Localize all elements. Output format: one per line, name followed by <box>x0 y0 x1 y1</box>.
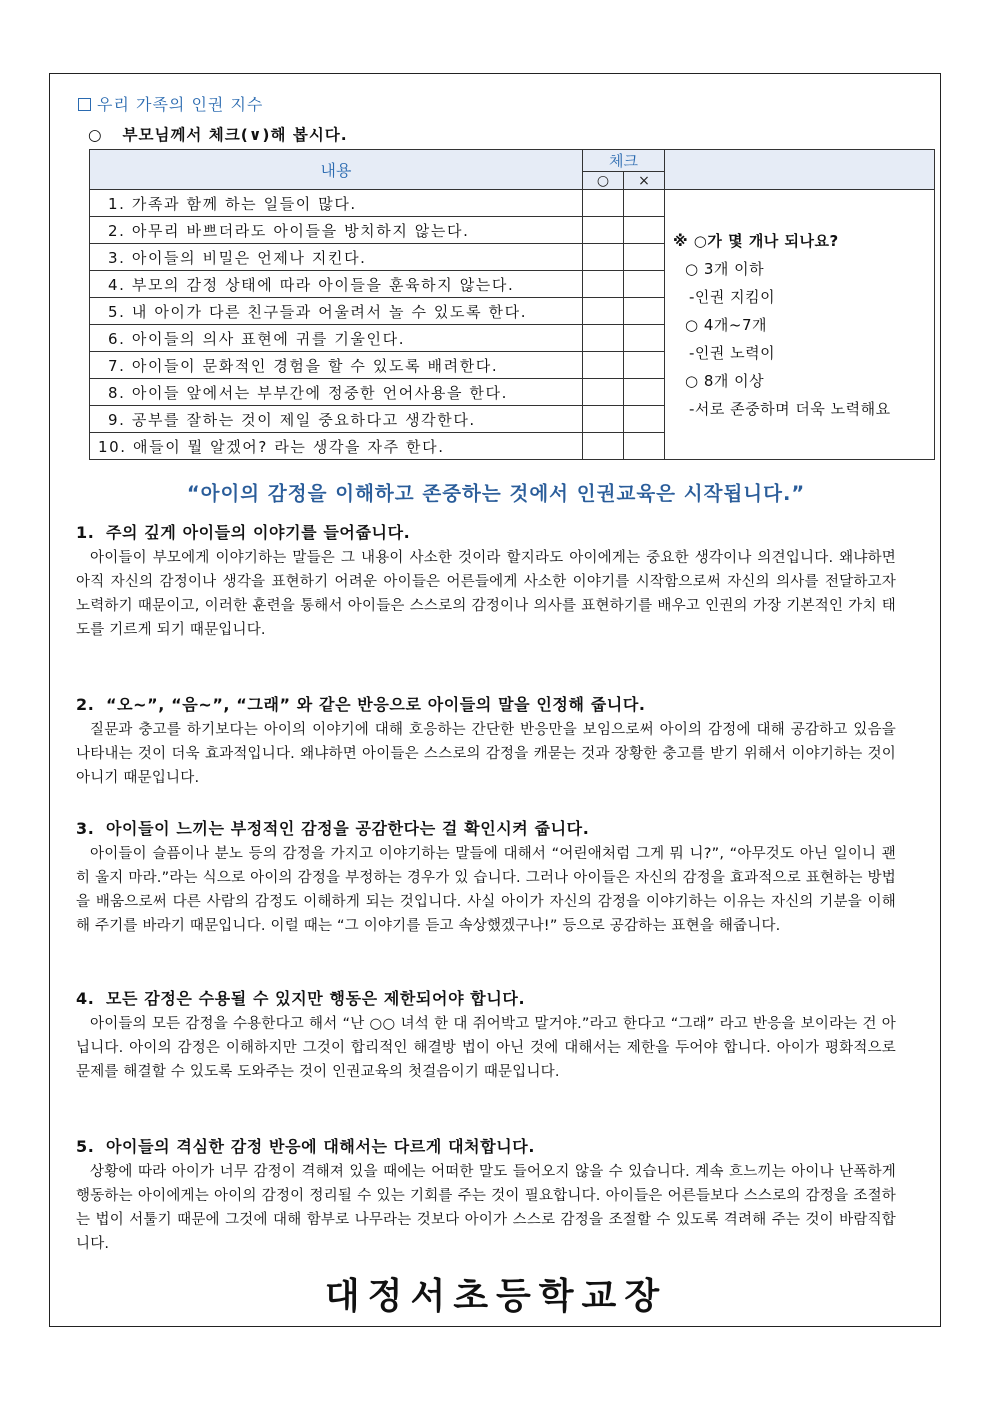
bullet-circle-icon: ○ <box>88 126 103 144</box>
school-principal-signature: 대정서초등학교장 <box>324 1276 668 1317</box>
paragraph-title: 모든 감정은 수용될 수 있지만 행동은 제한되어야 합니다. <box>106 989 526 1008</box>
check-o-cell[interactable] <box>583 298 624 325</box>
paragraph-body <box>76 1160 896 1256</box>
paragraph-heading <box>76 986 525 1009</box>
item-text: 4. 부모의 감정 상태에 따라 아이들을 훈육하지 않는다. <box>90 271 583 298</box>
subtitle-text: 부모님께서 체크(∨)해 봅시다. <box>122 126 348 144</box>
score-result: -인권 노력이 <box>689 343 776 362</box>
paragraph-text: 아이들이 부모에게 이야기하는 말들은 그 내용이 사소한 것이라 할지라도 아이에게는 중요한 생각이나 의견입니다. 왜냐하면 아직 자신의 감정이나 생각을 표현하기 어려운 아이들은 어른들에게 사소한 이야기를 시작함으로써 자신의 의사를 전달하고자 노력하기 때문이고, 이러한 훈련을 통해서 아이들은 스스로의 감정이나 의사를 표현하기를 배우고 인권의 가장 기본적인 가치 태도를 기르게 되기 때문입니다. <box>76 550 896 638</box>
header-o: ○ <box>583 172 624 190</box>
score-range: ○ 4개~7개 <box>685 315 767 334</box>
paragraph-text: 질문과 충고를 하기보다는 아이의 이야기에 대해 호응하는 간단한 반응만을 보임으로써 아이의 감정에 대해 공감하고 있음을 나타내는 것이 더욱 효과적입니다. 왜냐하면 아이들은 스스로의 감정을 캐묻는 것과 장황한 충고를 받기 위해서 이야기하는 것이 아니기 때문입니다. <box>76 722 896 786</box>
header-note-blank <box>665 150 935 190</box>
paragraph-heading <box>76 692 646 715</box>
score-range: ○ 3개 이하 <box>685 259 765 278</box>
header-check: 체크 <box>583 150 665 172</box>
check-o-cell[interactable] <box>583 190 624 217</box>
paragraph-body <box>76 1012 896 1084</box>
check-o-cell[interactable] <box>583 244 624 271</box>
item-text: 6. 아이들의 의사 표현에 귀를 기울인다. <box>90 325 583 352</box>
score-guide <box>665 190 935 460</box>
item-text: 3. 아이들의 비밀은 언제나 지킨다. <box>90 244 583 271</box>
paragraph-title: 아이들이 느끼는 부정적인 감정을 공감한다는 걸 확인시켜 줍니다. <box>106 819 590 838</box>
item-text: 7. 아이들이 문화적인 경험을 할 수 있도록 배려한다. <box>90 352 583 379</box>
table-row <box>90 190 935 217</box>
header-x: × <box>624 172 665 190</box>
score-guide-title: ※ ○가 몇 개나 되나요? <box>673 231 839 250</box>
paragraph-title: 아이들의 격심한 감정 반응에 대해서는 다르게 대처합니다. <box>106 1137 536 1156</box>
paragraph-heading <box>76 1134 535 1157</box>
check-o-cell[interactable] <box>583 352 624 379</box>
item-text: 10. 애들이 뭘 알겠어? 라는 생각을 자주 한다. <box>90 433 583 460</box>
paragraph-text: 아이들의 모든 감정을 수용한다고 해서 “난 ○○ 녀석 한 대 쥐어박고 말거야.”라고 한다고 “그래” 라고 반응을 보이라는 건 아닙니다. 아이의 감정은 이해하지만 그것이 합리적인 해결방 법이 아닌 것에 대해서는 제한을 두어야 합니다. 아이가 평화적으로 문제를 해결할 수 있도록 도와주는 것이 인권교육의 첫걸음이기 때문입니다. <box>76 1016 896 1080</box>
section-title <box>78 92 263 115</box>
paragraph-title: “오~”, “음~”, “그래” 와 같은 반응으로 아이들의 말을 인정해 줍니다. <box>106 695 646 714</box>
paragraph-number: 5. <box>76 1137 95 1156</box>
score-range: ○ 8개 이상 <box>685 371 765 390</box>
check-o-cell[interactable] <box>583 271 624 298</box>
subtitle <box>88 123 348 145</box>
item-text: 9. 공부를 잘하는 것이 제일 중요하다고 생각한다. <box>90 406 583 433</box>
check-x-cell[interactable] <box>624 406 665 433</box>
item-text: 8. 아이들 앞에서는 부부간에 정중한 언어사용을 한다. <box>90 379 583 406</box>
check-o-cell[interactable] <box>583 433 624 460</box>
paragraph-number: 1. <box>76 523 95 542</box>
score-result: -서로 존중하며 더욱 노력해요 <box>689 399 891 418</box>
paragraph-body <box>76 718 896 790</box>
check-o-cell[interactable] <box>583 406 624 433</box>
section-title-text: 우리 가족의 인권 지수 <box>97 95 264 114</box>
item-text: 2. 아무리 바쁘더라도 아이들을 방치하지 않는다. <box>90 217 583 244</box>
check-x-cell[interactable] <box>624 244 665 271</box>
check-x-cell[interactable] <box>624 379 665 406</box>
paragraph-text: 상황에 따라 아이가 너무 감정이 격해져 있을 때에는 어떠한 말도 들어오지 않을 수 있습니다. 계속 흐느끼는 아이나 난폭하게 행동하는 아이에게는 아이의 감정이 정리될 수 있는 기회를 주는 것이 필요합니다. 아이들은 어른들보다 스스로의 감정을 조절하는 법이 서툴기 때문에 그것에 대해 함부로 나무라는 것보다 아이가 스스로 감정을 조절할 수 있도록 격려해 주는 것이 바람직합니다. <box>76 1164 896 1252</box>
check-x-cell[interactable] <box>624 433 665 460</box>
check-x-cell[interactable] <box>624 352 665 379</box>
item-text: 1. 가족과 함께 하는 일들이 많다. <box>90 190 583 217</box>
paragraph-text: 아이들이 슬픔이나 분노 등의 감정을 가지고 이야기하는 말들에 대해서 “어린애처럼 그게 뭐 니?”, “아무것도 아닌 일이니 괜히 울지 마라.”라는 식으로 아이의 감정을 부정하는 경우가 있 습니다. 그러나 아이들은 자신의 감정을 효과적으로 표현하는 방법을 배움으로써 다른 사람의 감정도 이해하게 되는 것입니다. 사실 아이가 자신의 감정을 이야기하는 이유는 자신의 기분을 이해해 주기를 바라기 때문입니다. 이럴 때는 “그 이야기를 듣고 속상했겠구나!” 등으로 공감하는 표현을 해줍니다. <box>76 846 896 934</box>
check-o-cell[interactable] <box>583 217 624 244</box>
check-x-cell[interactable] <box>624 325 665 352</box>
paragraph-body <box>76 842 896 938</box>
checkbox-square-icon <box>78 98 91 111</box>
paragraph-number: 3. <box>76 819 95 838</box>
paragraph-heading <box>76 520 410 543</box>
paragraph-number: 2. <box>76 695 95 714</box>
item-text: 5. 내 아이가 다른 친구들과 어울려서 놀 수 있도록 한다. <box>90 298 583 325</box>
check-x-cell[interactable] <box>624 298 665 325</box>
check-x-cell[interactable] <box>624 190 665 217</box>
check-o-cell[interactable] <box>583 379 624 406</box>
paragraph-heading <box>76 816 589 839</box>
header-content: 내용 <box>90 150 583 190</box>
paragraph-body <box>76 546 896 642</box>
check-x-cell[interactable] <box>624 271 665 298</box>
headline-quote: “아이의 감정을 이해하고 존중하는 것에서 인권교육은 시작됩니다.” <box>186 482 806 505</box>
paragraph-number: 4. <box>76 989 95 1008</box>
rights-index-table <box>89 149 935 460</box>
check-o-cell[interactable] <box>583 325 624 352</box>
check-x-cell[interactable] <box>624 217 665 244</box>
paragraph-title: 주의 깊게 아이들의 이야기를 들어줍니다. <box>106 523 411 542</box>
score-result: -인권 지킴이 <box>689 287 776 306</box>
